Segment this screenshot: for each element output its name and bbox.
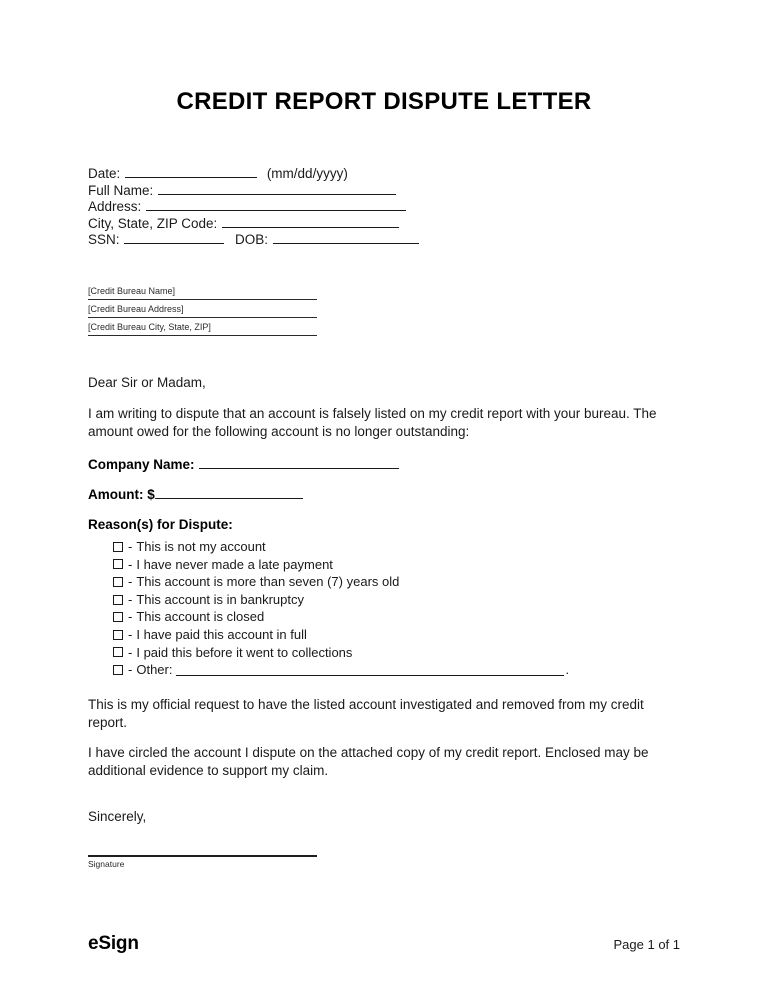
signature-caption: Signature (88, 859, 125, 869)
reason-checkbox-list (113, 538, 673, 679)
checkbox-icon[interactable] (113, 577, 123, 587)
dob-input[interactable] (273, 230, 419, 244)
checkbox-icon[interactable] (113, 595, 123, 605)
date-field-row (88, 164, 688, 181)
ssn-label: SSN: (88, 232, 120, 247)
reason-bullet: - (128, 591, 133, 607)
ssn-dob-field-row (88, 230, 688, 247)
signature-line[interactable] (88, 855, 317, 857)
list-item[interactable] (113, 573, 673, 591)
date-input[interactable] (125, 164, 257, 178)
page-footer (88, 933, 680, 955)
date-label: Date: (88, 166, 121, 181)
reason-bullet: - (128, 609, 133, 625)
city-state-zip-label: City, State, ZIP Code: (88, 215, 218, 231)
company-name-label: Company Name: (88, 457, 195, 472)
full-name-field-row (88, 181, 688, 198)
dob-label: DOB: (235, 232, 269, 247)
checkbox-icon[interactable] (113, 630, 123, 640)
reason-label: This account is more than seven (7) years old (136, 574, 400, 590)
closing-paragraph-2: I have circled the account I dispute on the attached copy of my credit report. Enclosed may be additional evidence to support my claim. (88, 745, 649, 778)
amount-label: Amount: $ (88, 487, 155, 502)
date-format-note: (mm/dd/yyyy) (266, 166, 348, 181)
address-field-row (88, 197, 688, 214)
reason-bullet: - (128, 574, 133, 590)
company-name-field-row (88, 455, 400, 472)
full-name-label: Full Name: (88, 182, 154, 198)
recipient-bureau-block (88, 286, 317, 340)
reason-label: This account is in bankruptcy (136, 591, 304, 607)
list-item[interactable] (113, 644, 673, 662)
reason-label: I have never made a late payment (136, 556, 333, 572)
closing-paragraph-1: This is my official request to have the listed account investigated and removed from my credit report. (88, 697, 644, 730)
other-reason-punctuation: . (565, 662, 570, 678)
list-item[interactable] (113, 538, 673, 556)
amount-field-row (88, 485, 304, 502)
checkbox-icon[interactable] (113, 665, 123, 675)
other-reason-label: Other: (136, 662, 173, 678)
full-name-input[interactable] (158, 181, 396, 195)
list-item-other[interactable] (113, 661, 673, 679)
page-title: CREDIT REPORT DISPUTE LETTER (176, 88, 592, 115)
reason-label: I have paid this account in full (136, 626, 307, 642)
other-reason-input[interactable] (176, 663, 564, 676)
address-label: Address: (88, 199, 142, 214)
list-item[interactable] (113, 591, 673, 609)
reason-bullet: - (128, 662, 133, 678)
sign-off: Sincerely, (88, 809, 147, 824)
reason-label: This account is closed (136, 609, 265, 625)
reason-bullet: - (128, 556, 133, 572)
address-input[interactable] (146, 197, 406, 211)
reason-bullet: - (128, 539, 133, 554)
bureau-name-line[interactable]: [Credit Bureau Name] (88, 286, 317, 300)
city-state-zip-input[interactable] (222, 214, 399, 228)
amount-input[interactable] (155, 485, 303, 499)
company-name-input[interactable] (199, 455, 399, 469)
checkbox-icon[interactable] (113, 559, 123, 569)
ssn-input[interactable] (124, 230, 224, 244)
bureau-address-line[interactable]: [Credit Bureau Address] (88, 304, 317, 318)
reason-label: I paid this before it went to collections (136, 644, 353, 660)
salutation: Dear Sir or Madam, (88, 375, 206, 390)
page-indicator: Page 1 of 1 (613, 937, 680, 952)
bureau-city-state-zip-line[interactable]: [Credit Bureau City, State, ZIP] (88, 322, 317, 336)
reason-label: This is not my account (136, 539, 266, 554)
checkbox-icon[interactable] (113, 542, 123, 552)
brand-logo: eSign (88, 933, 139, 954)
intro-paragraph: I am writing to dispute that an account is falsely listed on my credit report with your bureau. The amount owed for the following account is no longer outstanding: (88, 406, 657, 439)
reason-bullet: - (128, 644, 133, 660)
city-state-zip-field-row (88, 214, 688, 231)
list-item[interactable] (113, 608, 673, 626)
reasons-heading: Reason(s) for Dispute: (88, 517, 233, 532)
list-item[interactable] (113, 626, 673, 644)
checkbox-icon[interactable] (113, 647, 123, 657)
sender-info-fields (88, 164, 688, 247)
reason-bullet: - (128, 626, 133, 642)
list-item[interactable] (113, 556, 673, 574)
signature-block (88, 855, 317, 870)
checkbox-icon[interactable] (113, 612, 123, 622)
